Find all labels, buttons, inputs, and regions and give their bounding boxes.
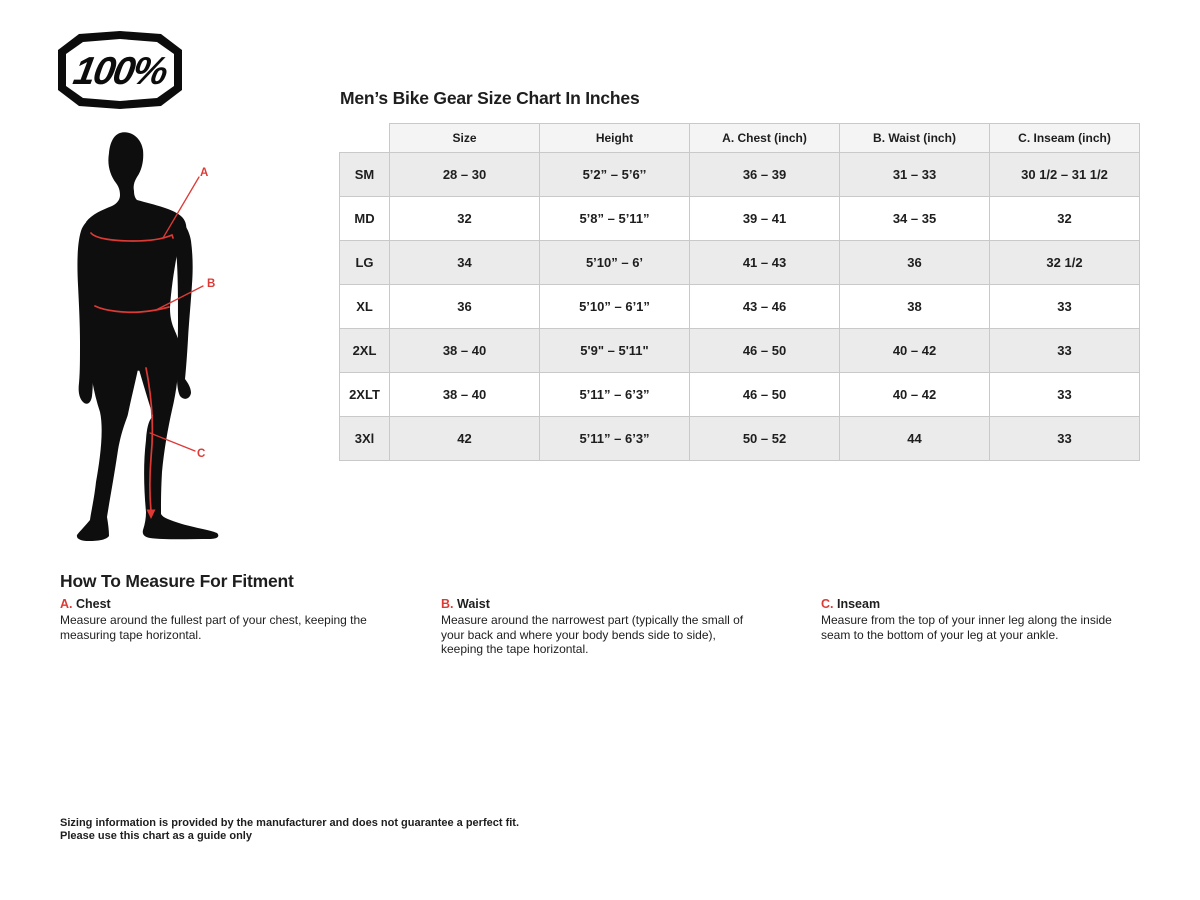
howto-section-title: How To Measure For Fitment bbox=[60, 571, 294, 591]
value-cell: 5’11” – 6’3” bbox=[540, 417, 690, 461]
measure-description: Measure around the narrowest part (typically the small of your back and where your body bends side to side), keeping the tape horizontal. bbox=[441, 613, 744, 656]
value-cell: 46 – 50 bbox=[690, 373, 840, 417]
page-title: Men’s Bike Gear Size Chart In Inches bbox=[340, 88, 640, 108]
size-label-cell: 2XL bbox=[340, 329, 390, 373]
table-row bbox=[340, 241, 1140, 285]
value-cell: 30 1/2 – 31 1/2 bbox=[990, 153, 1140, 197]
value-cell: 5’10” – 6’ bbox=[540, 241, 690, 285]
measure-item-chest bbox=[60, 597, 390, 642]
value-cell: 34 bbox=[390, 241, 540, 285]
value-cell: 42 bbox=[390, 417, 540, 461]
table-header-row bbox=[340, 124, 1140, 153]
body-silhouette bbox=[77, 132, 218, 541]
value-cell: 28 – 30 bbox=[390, 153, 540, 197]
value-cell: 50 – 52 bbox=[690, 417, 840, 461]
table-row bbox=[340, 373, 1140, 417]
value-cell: 32 bbox=[390, 197, 540, 241]
size-label-cell: XL bbox=[340, 285, 390, 329]
value-cell: 44 bbox=[840, 417, 990, 461]
measurement-labels bbox=[197, 167, 215, 460]
disclaimer-line-1: Sizing information is provided by the manufacturer and does not guarantee a perfect fit. bbox=[60, 817, 520, 829]
value-cell: 46 – 50 bbox=[690, 329, 840, 373]
value-cell: 43 – 46 bbox=[690, 285, 840, 329]
measure-item-heading bbox=[60, 597, 390, 611]
table-row bbox=[340, 329, 1140, 373]
value-cell: 40 – 42 bbox=[840, 373, 990, 417]
value-cell: 33 bbox=[990, 417, 1140, 461]
size-label-cell: SM bbox=[340, 153, 390, 197]
label-a: A bbox=[200, 167, 209, 179]
value-cell: 38 – 40 bbox=[390, 373, 540, 417]
table-row bbox=[340, 153, 1140, 197]
value-cell: 40 – 42 bbox=[840, 329, 990, 373]
measure-name: Waist bbox=[456, 597, 490, 611]
value-cell: 32 bbox=[990, 197, 1140, 241]
value-cell: 31 – 33 bbox=[840, 153, 990, 197]
measure-letter: B. bbox=[441, 597, 454, 611]
size-chart-section bbox=[339, 123, 1140, 461]
measure-description: Measure from the top of your inner leg along the inside seam to the bottom of your leg at your ankle. bbox=[821, 613, 1112, 642]
logo-text: 100% bbox=[70, 49, 170, 93]
value-cell: 33 bbox=[990, 329, 1140, 373]
value-cell: 36 – 39 bbox=[690, 153, 840, 197]
measure-item-inseam bbox=[821, 597, 1133, 642]
value-cell: 38 bbox=[840, 285, 990, 329]
value-cell: 32 1/2 bbox=[990, 241, 1140, 285]
size-label-cell: MD bbox=[340, 197, 390, 241]
column-header: B. Waist (inch) bbox=[840, 124, 990, 153]
size-label-cell: LG bbox=[340, 241, 390, 285]
table-row bbox=[340, 417, 1140, 461]
table-row bbox=[340, 197, 1140, 241]
measure-letter: C. bbox=[821, 597, 834, 611]
measure-name: Inseam bbox=[836, 597, 881, 611]
value-cell: 34 – 35 bbox=[840, 197, 990, 241]
column-header: C. Inseam (inch) bbox=[990, 124, 1140, 153]
label-b: B bbox=[207, 278, 216, 290]
size-label-cell: 3Xl bbox=[340, 417, 390, 461]
disclaimer-line-2: Please use this chart as a guide only bbox=[60, 829, 252, 842]
sizing-disclaimer bbox=[60, 817, 519, 842]
measurement-figure bbox=[50, 120, 300, 560]
value-cell: 36 bbox=[840, 241, 990, 285]
table-row bbox=[340, 285, 1140, 329]
measure-item-heading bbox=[821, 597, 1133, 611]
measure-item-heading bbox=[441, 597, 746, 611]
column-header: Height bbox=[540, 124, 690, 153]
value-cell: 38 – 40 bbox=[390, 329, 540, 373]
value-cell: 5'9" – 5'11" bbox=[540, 329, 690, 373]
column-header: Size bbox=[390, 124, 540, 153]
value-cell: 36 bbox=[390, 285, 540, 329]
value-cell: 5’10” – 6’1” bbox=[540, 285, 690, 329]
measure-name: Chest bbox=[75, 597, 111, 611]
value-cell: 5’11” – 6’3” bbox=[540, 373, 690, 417]
value-cell: 41 – 43 bbox=[690, 241, 840, 285]
value-cell: 33 bbox=[990, 285, 1140, 329]
measure-letter: A. bbox=[60, 597, 73, 611]
measure-item-waist bbox=[441, 597, 746, 657]
column-header: A. Chest (inch) bbox=[690, 124, 840, 153]
size-chart-table bbox=[339, 123, 1140, 461]
value-cell: 33 bbox=[990, 373, 1140, 417]
brand-logo-icon bbox=[56, 31, 184, 109]
measure-description: Measure around the fullest part of your chest, keeping the measuring tape horizontal. bbox=[60, 613, 367, 642]
value-cell: 39 – 41 bbox=[690, 197, 840, 241]
value-cell: 5’8” – 5’11” bbox=[540, 197, 690, 241]
label-c: C bbox=[197, 448, 206, 460]
value-cell: 5’2” – 5’6’’ bbox=[540, 153, 690, 197]
size-label-cell: 2XLT bbox=[340, 373, 390, 417]
header-blank-cell bbox=[340, 124, 390, 153]
